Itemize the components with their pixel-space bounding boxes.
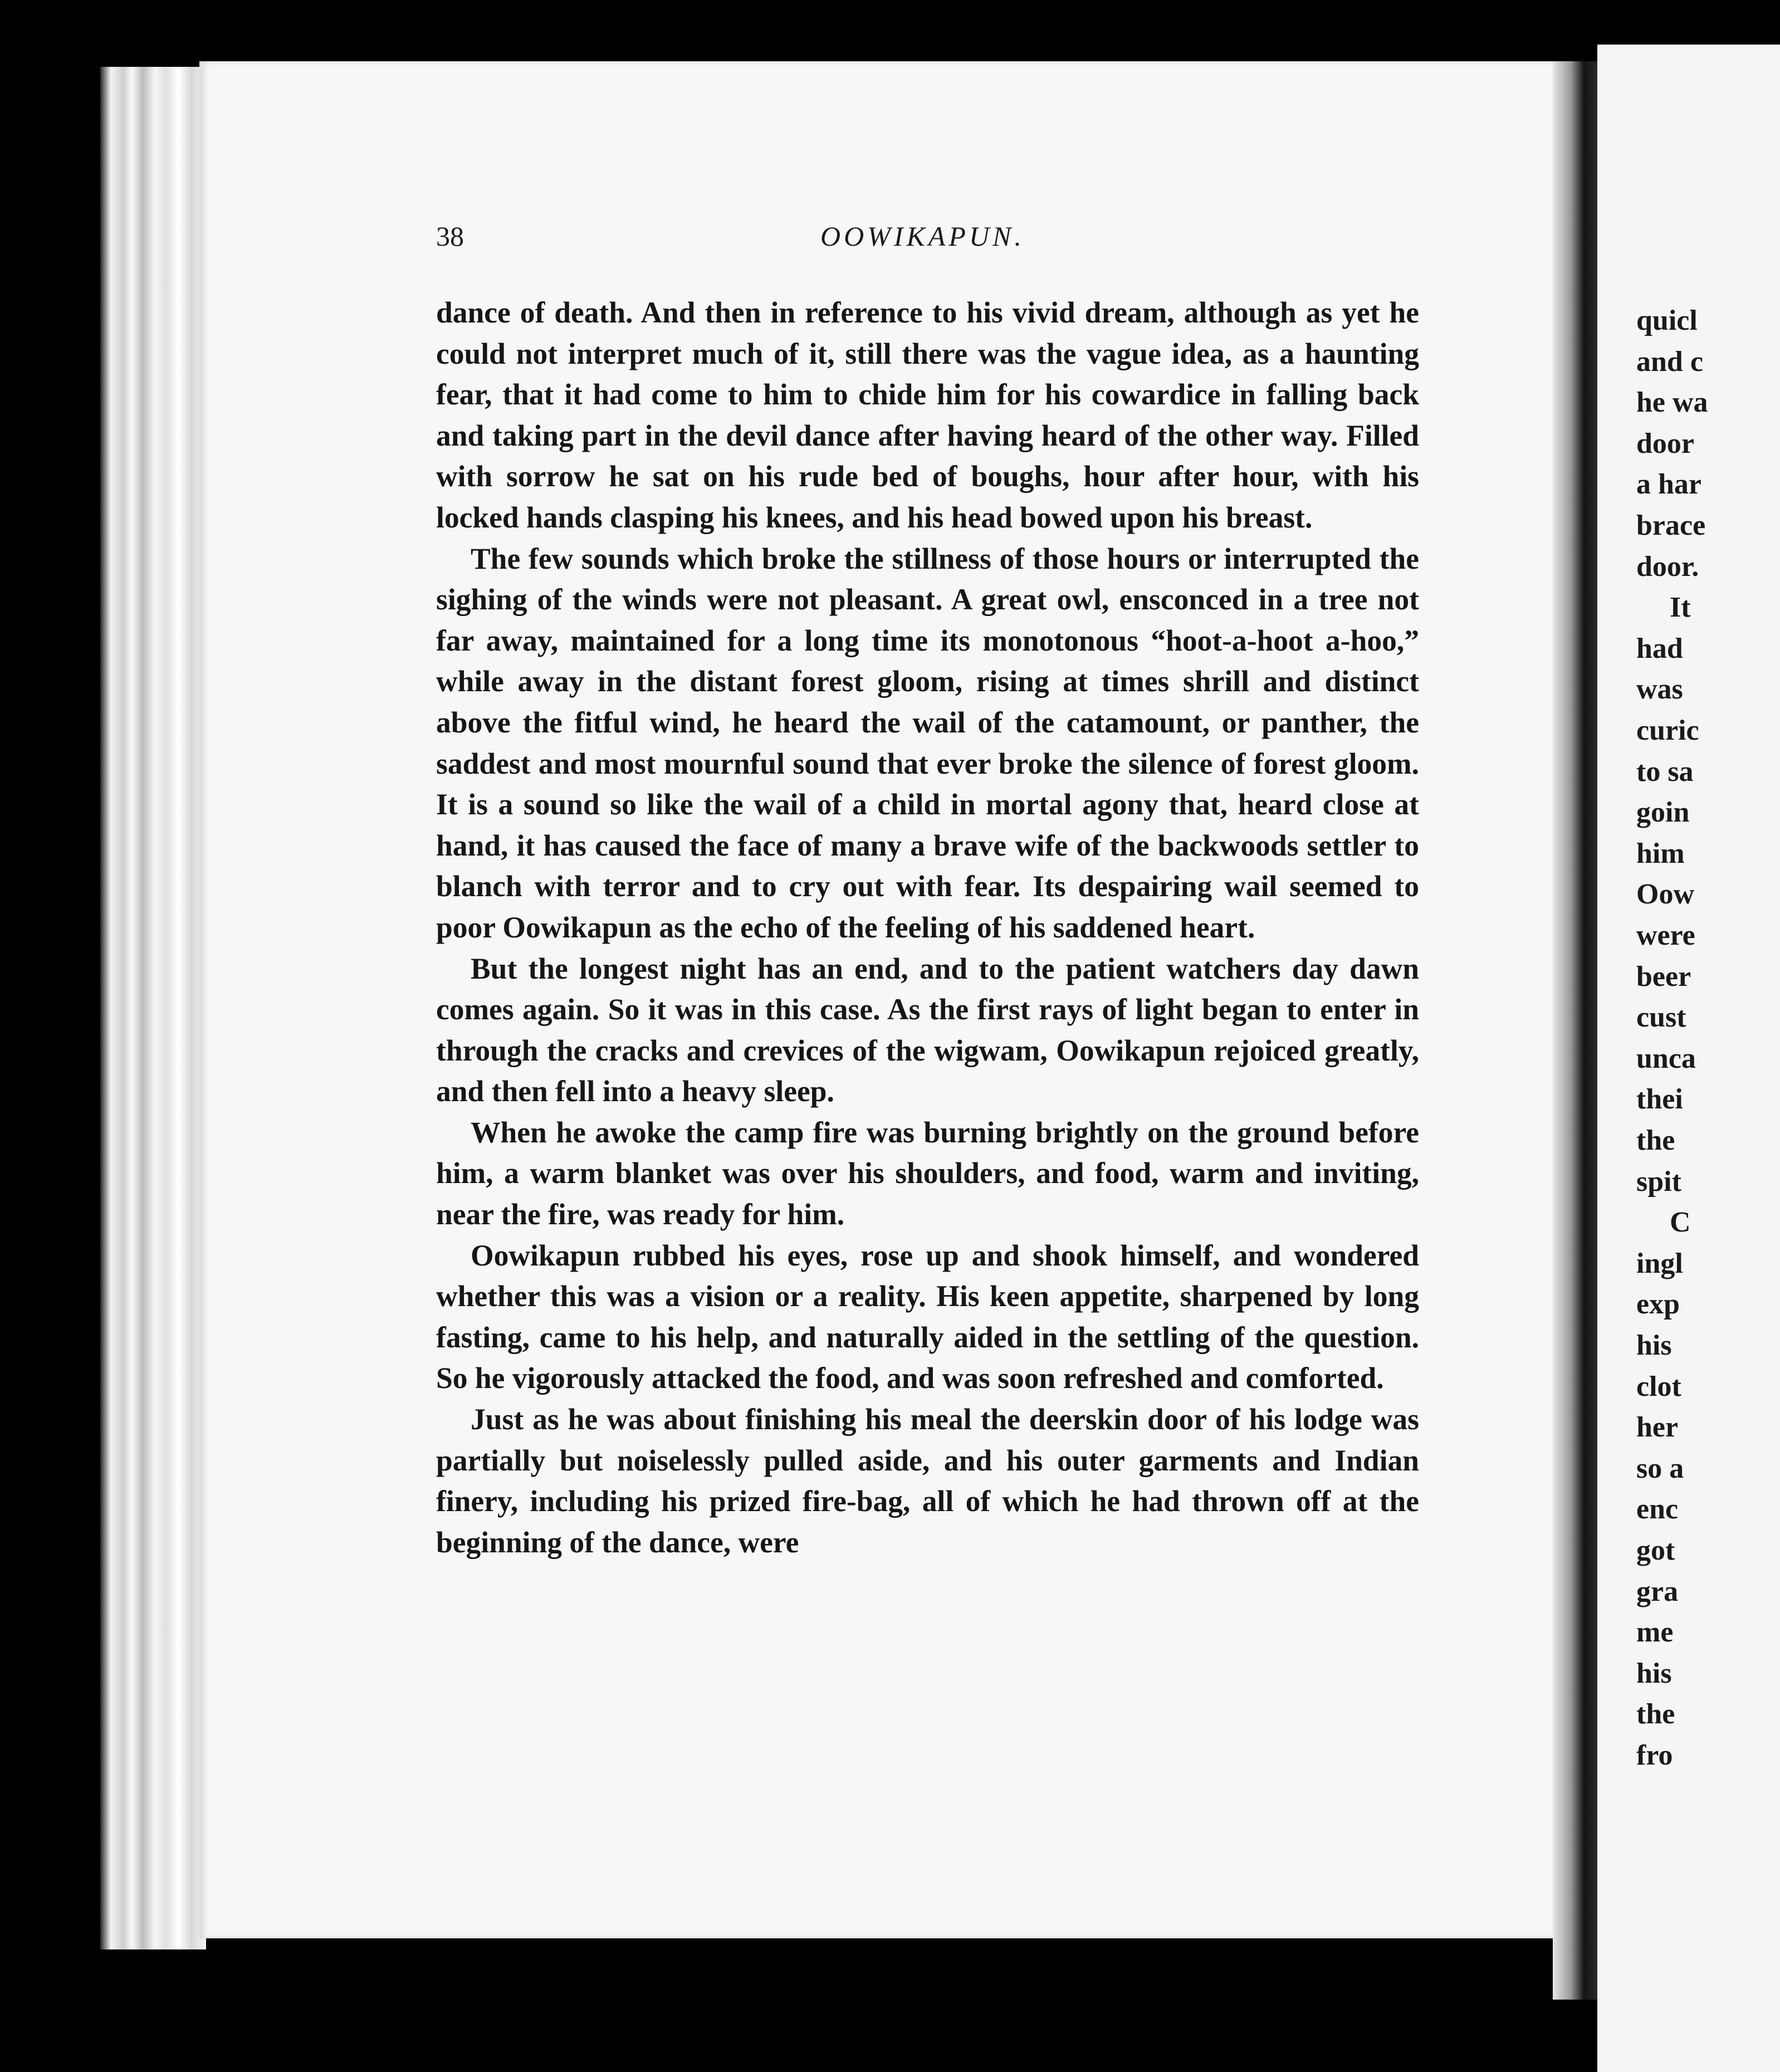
facing-page-line: a har (1636, 468, 1701, 501)
paragraph: When he awoke the camp fire was burning brightly on the ground before him, a warm blanket was over his shoulders, and food, warm and inviting, near the fire, was ready for him. (436, 1115, 1419, 1232)
facing-page-line: quicl (1636, 305, 1698, 336)
facing-page-line: brace (1636, 510, 1706, 541)
facing-page-line: fro (1636, 1739, 1673, 1771)
facing-page-line: was (1636, 673, 1683, 706)
facing-page-line: got (1636, 1535, 1675, 1566)
paragraph: dance of death. And then in reference to his vivid dream, although as yet he could not interpret much of it, still there was the vague idea, as a haunting fear, that it had come to him to chide him for his cowardice in falling back and taking part in the devil dance after having heard of the other way. Filled with sorrow he sat on his rude bed of boughs, hour after hour, with his locked hands clasping his knees, and his head bowed upon his breast. (436, 296, 1419, 534)
facing-page-line: so a (1636, 1452, 1684, 1484)
book-gutter (1553, 61, 1597, 2000)
paragraph: Just as he was about finishing his meal the deerskin door of his lodge was partially but noiselessly pulled aside, and his outer garments and Indian finery, including his prized fire-bag, all of which he had thrown off at the beginning of the dance, were (436, 1402, 1419, 1559)
paragraph: The few sounds which broke the stillness of those hours or interrupted the sighing of the winds were not pleasant. A great owl, ensconced in a tree not far away, maintained for a long time its monotonous “hoot-a-hoot a-hoo,” while away in the distant forest gloom, rising at times shrill and distinct above the fitful wind, he heard the wail of the catamount, or panther, the saddest and most mournful sound that ever broke the silence of forest gloom. It is a sound so like the wail of a child in mortal agony that, heard close at hand, it has caused the face of many a brave wife of the backwoods settler to blanch with terror and to cry out with fear. Its despairing wail seemed to poor Oowikapun as the echo of the feeling of his saddened heart. (436, 541, 1419, 944)
book-page-edges (100, 67, 206, 1949)
page-number: 38 (436, 221, 464, 252)
facing-page-line: his (1636, 1330, 1672, 1361)
facing-page-line: the (1636, 1698, 1675, 1731)
facing-page-line: had (1636, 632, 1683, 664)
facing-page-line: gra (1636, 1575, 1679, 1607)
running-title: OOWIKAPUN. (820, 221, 1025, 252)
facing-page-line: spit (1636, 1165, 1681, 1198)
facing-page-line: enc (1636, 1493, 1679, 1526)
facing-page-line: exp (1636, 1288, 1680, 1321)
facing-page-line: her (1636, 1411, 1679, 1444)
facing-page (1597, 45, 1780, 2072)
facing-page-line: cust (1636, 1001, 1686, 1034)
facing-page-line: were (1636, 920, 1695, 951)
facing-page-line: unca (1636, 1042, 1696, 1074)
facing-page-line: door (1636, 427, 1694, 460)
body-text (436, 292, 1419, 1563)
facing-page-line: door. (1636, 550, 1699, 583)
facing-page-line: him (1636, 837, 1685, 869)
facing-page-line: thei (1636, 1083, 1683, 1116)
running-head (436, 220, 1419, 259)
facing-page-line: Oow (1636, 878, 1694, 911)
facing-page-line: me (1636, 1616, 1674, 1649)
facing-page-line: he wa (1636, 387, 1708, 419)
facing-page-line: ingl (1636, 1247, 1683, 1279)
facing-page-line: It (1670, 592, 1691, 624)
facing-page-line: to sa (1636, 755, 1694, 788)
paragraph: Oowikapun rubbed his eyes, rose up and shook himself, and wondered whether this was a vision or a reality. His keen appetite, sharpened by long fasting, came to his help, and naturally aided in the settling of the question. So he vigorously attacked the food, and was soon refreshed and comforted. (436, 1238, 1419, 1395)
facing-page-line: and c (1636, 345, 1703, 378)
facing-page-line: the (1636, 1125, 1675, 1156)
facing-page-line: clot (1636, 1370, 1681, 1402)
facing-page-line: C (1670, 1206, 1691, 1239)
facing-page-line: his (1636, 1657, 1672, 1689)
facing-page-line: beer (1636, 960, 1691, 993)
paragraph: But the longest night has an end, and to the patient watchers day dawn comes again. So it was in this case. As the first rays of light began to enter in through the cracks and crevices of the wigwam, Oowikapun rejoiced greatly, and then fell into a heavy sleep. (436, 951, 1419, 1108)
facing-page-line: goin (1636, 796, 1690, 829)
facing-page-line: curic (1636, 715, 1699, 746)
